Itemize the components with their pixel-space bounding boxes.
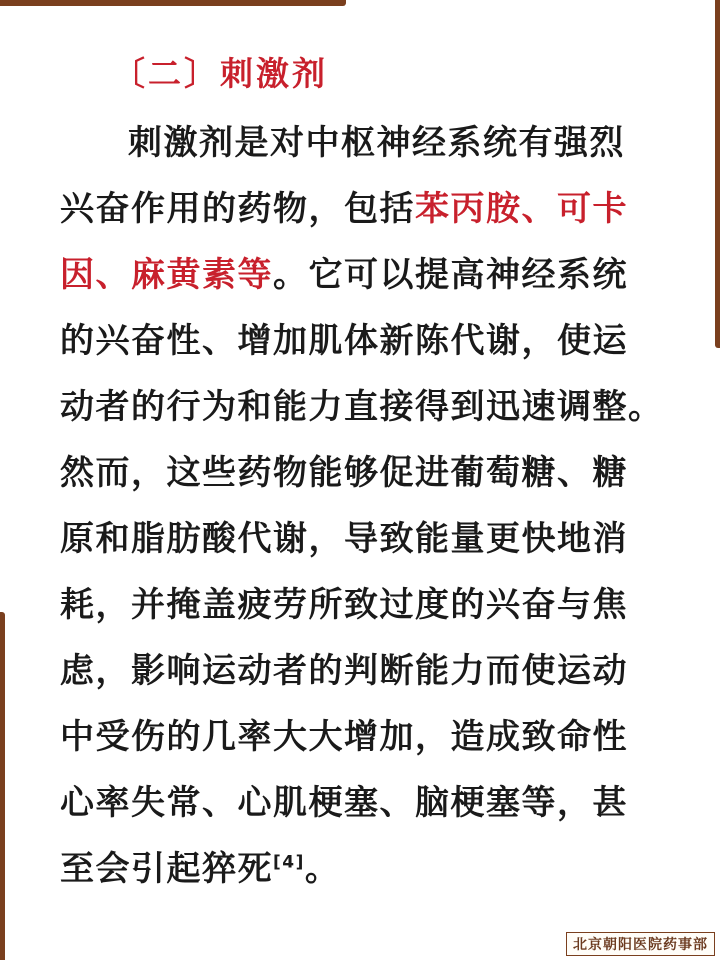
text-span: 心率失常、心肌梗塞、脑梗塞等，甚 <box>60 783 628 823</box>
citation-reference: [4] <box>273 852 305 873</box>
text-span: 至会引起猝死 <box>60 849 273 889</box>
text-span: 。它可以提高神经系统 <box>273 255 628 295</box>
paragraph-line <box>60 308 680 374</box>
text-span: 。 <box>304 849 341 889</box>
text-span: 中受伤的几率大大增加，造成致命性 <box>60 717 628 757</box>
frame-top-bar <box>0 0 346 6</box>
text-span: 兴奋作用的药物，包括 <box>60 189 415 229</box>
paragraph <box>60 110 680 902</box>
text-span: 然而，这些药物能够促进葡萄糖、糖 <box>60 453 628 493</box>
highlighted-drug-names: 因、麻黄素等 <box>60 255 273 295</box>
text-span: 耗，并掩盖疲劳所致过度的兴奋与焦 <box>60 585 628 625</box>
paragraph-line <box>60 638 680 704</box>
text-span: 刺激剂是对中枢神经系统有强烈 <box>128 123 625 163</box>
paragraph-line <box>60 176 680 242</box>
frame-right-bar <box>715 0 720 348</box>
paragraph-line <box>60 374 680 440</box>
source-watermark: 北京朝阳医院药事部 <box>566 932 715 956</box>
paragraph-line <box>60 440 680 506</box>
paragraph-line <box>60 836 680 902</box>
frame-left-bar <box>0 612 5 960</box>
paragraph-line <box>60 770 680 836</box>
text-span: 虑，影响运动者的判断能力而使运动 <box>60 651 628 691</box>
paragraph-line <box>60 704 680 770</box>
highlighted-drug-names: 苯丙胺、可卡 <box>415 189 628 229</box>
section-heading: 〔二〕刺激剂 <box>112 54 328 93</box>
paragraph-line <box>60 242 680 308</box>
text-span: 动者的行为和能力直接得到迅速调整。 <box>60 387 664 427</box>
paragraph-line <box>60 506 680 572</box>
text-span: 原和脂肪酸代谢，导致能量更快地消 <box>60 519 628 559</box>
text-span: 的兴奋性、增加肌体新陈代谢，使运 <box>60 321 628 361</box>
paragraph-line <box>60 110 680 176</box>
paragraph-line <box>60 572 680 638</box>
